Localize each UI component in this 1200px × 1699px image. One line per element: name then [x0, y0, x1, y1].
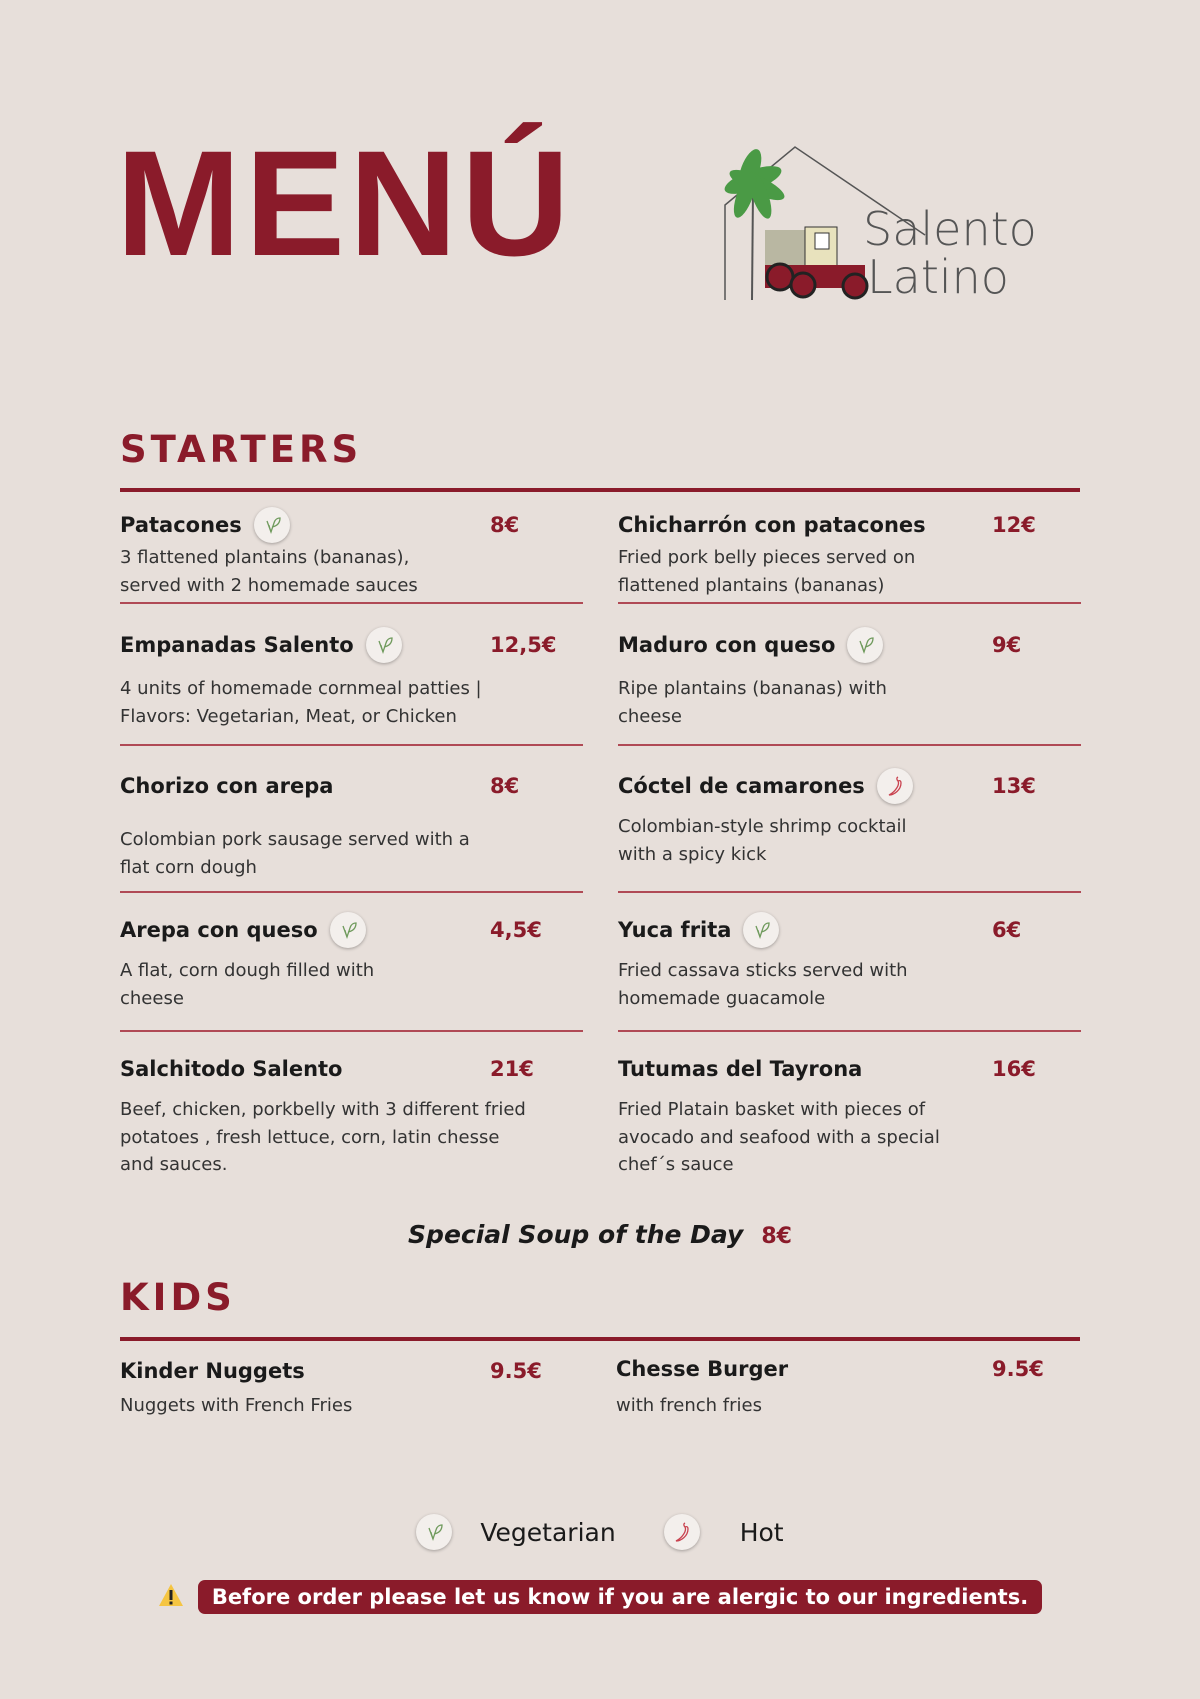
vegetarian-icon	[416, 1514, 452, 1550]
menu-item-name: Chicharrón con patacones	[618, 513, 926, 537]
menu-item-name-row	[120, 771, 333, 801]
menu-item-price: 21€	[490, 1057, 534, 1081]
item-divider	[120, 891, 583, 893]
menu-item-description	[616, 1392, 1046, 1420]
item-divider	[120, 1030, 583, 1032]
soup-price: 8€	[761, 1224, 792, 1249]
description-line: cheese	[120, 987, 184, 1009]
menu-item-name: Kinder Nuggets	[120, 1359, 305, 1383]
menu-item-price: 16€	[992, 1057, 1036, 1081]
menu-item-name-row	[618, 1054, 862, 1084]
item-divider	[120, 602, 583, 604]
menu-item-name-row	[120, 1054, 342, 1084]
legend	[0, 1514, 1200, 1550]
section-divider	[120, 1337, 1080, 1341]
logo-text-salento: Salento	[863, 202, 1037, 256]
description-line: 4 units of homemade cornmeal patties |	[120, 678, 482, 699]
item-divider	[618, 602, 1081, 604]
hot-pepper-icon	[664, 1514, 700, 1550]
warning-icon	[158, 1583, 184, 1611]
menu-item-name: Tutumas del Tayrona	[618, 1057, 863, 1081]
menu-item-price: 9.5€	[490, 1359, 542, 1383]
vegetarian-icon	[847, 627, 883, 663]
description-line: avocado and seafood with a special	[618, 1126, 940, 1148]
salento-latino-logo	[715, 145, 1055, 305]
vegetarian-icon	[743, 912, 779, 948]
menu-item-name: Chorizo con arepa	[120, 774, 334, 798]
menu-item-description	[120, 675, 550, 730]
description-line: Fried Platain basket with pieces of	[618, 1099, 926, 1120]
description-line: 3 flattened plantains (bananas),	[120, 547, 410, 568]
menu-item-name: Patacones	[120, 513, 242, 537]
menu-item-name: Chesse Burger	[616, 1357, 789, 1381]
menu-item-price: 12€	[992, 513, 1036, 537]
menu-item-description	[618, 1096, 1048, 1179]
description-line: Fried pork belly pieces served on	[618, 547, 916, 568]
menu-item-name: Empanadas Salento	[120, 633, 354, 657]
menu-item-description	[120, 1096, 550, 1179]
description-line: Fried cassava sticks served with	[618, 960, 908, 981]
allergy-notice-text: Before order please let us know if you are alergic to our ingredients.	[198, 1580, 1042, 1614]
menu-item-name: Arepa con queso	[120, 918, 318, 942]
item-divider	[120, 744, 583, 746]
menu-item-price: 13€	[992, 774, 1036, 798]
description-line: flattened plantains (bananas)	[618, 574, 885, 596]
description-line: flat corn dough	[120, 856, 257, 878]
vegetarian-icon	[366, 627, 402, 663]
item-divider	[618, 1030, 1081, 1032]
description-line: Beef, chicken, porkbelly with 3 different fried	[120, 1099, 526, 1120]
menu-item-name: Salchitodo Salento	[120, 1057, 343, 1081]
item-divider	[618, 891, 1081, 893]
description-line: with a spicy kick	[618, 843, 767, 865]
special-soup	[0, 1220, 1200, 1249]
allergy-notice	[0, 1580, 1200, 1614]
menu-item-description	[120, 826, 550, 881]
menu-item-name: Yuca frita	[618, 918, 732, 942]
menu-item-name-row	[120, 915, 366, 945]
soup-name: Special Soup of the Day	[408, 1220, 744, 1249]
description-line: Colombian-style shrimp cocktail	[618, 816, 907, 837]
menu-item-name: Maduro con queso	[618, 633, 836, 657]
menu-item-description	[618, 813, 1048, 868]
menu-item-description	[618, 957, 1048, 1012]
menu-item-name-row	[618, 915, 779, 945]
menu-title: MENÚ	[116, 119, 574, 287]
description-line: Nuggets with French Fries	[120, 1395, 353, 1416]
menu-item-description	[120, 544, 550, 599]
description-line: homemade guacamole	[618, 987, 826, 1009]
item-divider	[618, 744, 1081, 746]
description-line: and sauces.	[120, 1154, 228, 1175]
menu-item-description	[618, 675, 1048, 730]
menu-item-name-row	[618, 510, 926, 540]
description-line: chef´s sauce	[618, 1154, 734, 1175]
legend-hot-label: Hot	[739, 1517, 784, 1547]
menu-item-description	[618, 544, 1048, 599]
legend-vegetarian-label: Vegetarian	[480, 1517, 616, 1547]
menu-item-name-row	[120, 510, 290, 540]
menu-item-name-row	[618, 630, 883, 660]
description-line: Ripe plantains (bananas) with	[618, 678, 887, 699]
menu-item-price: 4,5€	[490, 918, 542, 942]
section-heading-kids: KIDS	[120, 1276, 236, 1319]
description-line: Flavors: Vegetarian, Meat, or Chicken	[120, 705, 457, 727]
menu-item-price: 8€	[490, 513, 520, 537]
section-divider	[120, 488, 1080, 492]
description-line: cheese	[618, 705, 682, 727]
menu-item-name-row	[120, 1356, 305, 1386]
hot-pepper-icon	[877, 768, 913, 804]
description-line: Colombian pork sausage served with a	[120, 829, 470, 850]
vegetarian-icon	[330, 912, 366, 948]
section-heading-starters: STARTERS	[120, 428, 363, 471]
menu-item-name-row	[618, 771, 913, 801]
description-line: served with 2 homemade sauces	[120, 574, 418, 596]
menu-item-price: 12,5€	[490, 633, 557, 657]
menu-item-description	[120, 1392, 550, 1420]
menu-item-price: 6€	[992, 918, 1022, 942]
menu-item-price: 8€	[490, 774, 520, 798]
vegetarian-icon	[254, 507, 290, 543]
menu-item-name-row	[120, 630, 402, 660]
menu-item-price: 9.5€	[992, 1357, 1044, 1381]
logo-text-latino: Latino	[867, 250, 1009, 304]
menu-item-price: 9€	[992, 633, 1022, 657]
menu-item-name: Cóctel de camarones	[618, 774, 865, 798]
description-line: potatoes , fresh lettuce, corn, latin chesse	[120, 1126, 500, 1148]
menu-item-description	[120, 957, 550, 1012]
menu-item-name-row	[616, 1354, 788, 1384]
description-line: A flat, corn dough filled with	[120, 960, 375, 981]
description-line: with french fries	[616, 1395, 762, 1416]
